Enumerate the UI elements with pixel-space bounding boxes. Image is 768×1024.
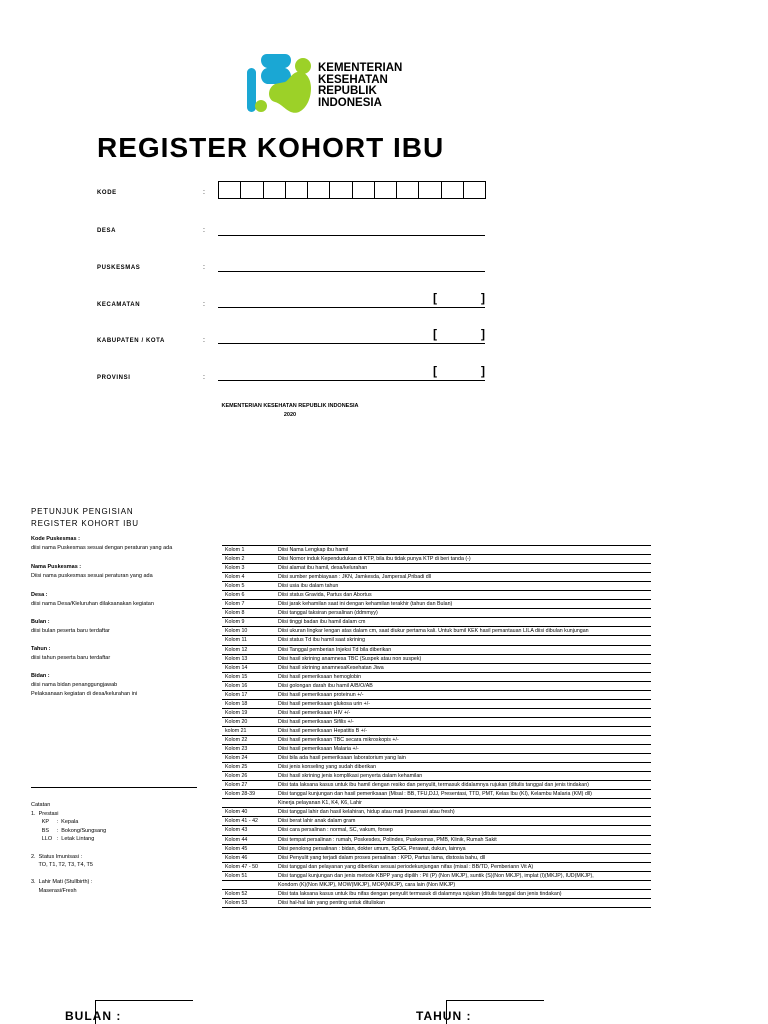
- guide-heading: Kode Puskesmas :: [31, 536, 80, 542]
- guide-heading: Tahun :: [31, 646, 51, 652]
- guide-text: diisi nama bidan penanggungjawab: [31, 682, 118, 688]
- kolom-number: Kolom 26: [222, 772, 275, 781]
- kolom-number: Kolom 10: [222, 627, 275, 636]
- kolom-number: Kolom 7: [222, 600, 275, 609]
- table-row: [222, 591, 651, 600]
- field-label-provinsi: PROVINSI: [97, 375, 131, 381]
- kolom-description: Diisi hasil pemeriksaan HIV +/-: [275, 708, 651, 717]
- kolom-number: Kolom 23: [222, 745, 275, 754]
- kolom-description: Kondom (K)(Non MKJP), MOW(MKJP), MOP(MKJP), cara lain (Non MKJP): [275, 880, 651, 889]
- bracket-open: [: [433, 327, 437, 341]
- table-row: [222, 555, 651, 564]
- kolom-description: Diisi hasil pemeriksaan hemoglobin: [275, 672, 651, 681]
- table-row: [222, 853, 651, 862]
- kolom-number: kolom 21: [222, 726, 275, 735]
- kolom-description: Diisi hasil skrining anamnesa TBC (Suspek atau non suspek): [275, 654, 651, 663]
- bulan-label: BULAN :: [65, 1009, 122, 1023]
- kolom-description: Diisi tata laksana kasus untuk ibu nifas dengan penyulit termasuk di dalamnya rujukan (ditulis tanggal dan jenis tindakan): [275, 889, 651, 898]
- guide-heading: Bulan :: [31, 619, 50, 625]
- kolom-number: Kolom 27: [222, 781, 275, 790]
- kecamatan-input-line[interactable]: [218, 307, 485, 308]
- kolom-number: Kolom 52: [222, 889, 275, 898]
- kolom-description: Diisi hasil skrining jenis komplikasi penyerta dalam kehamilan: [275, 772, 651, 781]
- kolom-description: Diisi tanggal lahir dan hasil kelahiran, hidup atau mati (maserasi atau fresh): [275, 808, 651, 817]
- puskesmas-input-line[interactable]: [218, 271, 485, 272]
- kolom-description: Diisi status Td ibu hamil saat skrining: [275, 636, 651, 645]
- note-line: 3. Lahir Mati (Stullbirth) :: [31, 879, 93, 886]
- guide-text: diisi tahun peserta baru terdaftar: [31, 655, 111, 661]
- table-row: [222, 699, 651, 708]
- kode-box[interactable]: [442, 182, 464, 198]
- kolom-number: Kolom 19: [222, 708, 275, 717]
- kode-box[interactable]: [375, 182, 397, 198]
- kolom-number: Kolom 1: [222, 546, 275, 555]
- kode-box[interactable]: [219, 182, 241, 198]
- field-colon: :: [203, 374, 205, 381]
- table-row: [222, 790, 651, 799]
- kolom-description: Diisi hasil pemeriksaan glukosa urin +/-: [275, 699, 651, 708]
- kolom-description: Diisi tanggal kunjungan dan jenis metode KBPP yang dipilih : Pil (P) (Non MKJP), suntik (S)(Non MKJP), implat (I)(MKJP), IUD(MKJP),: [275, 871, 651, 880]
- kolom-number: Kolom 13: [222, 654, 275, 663]
- kolom-number: Kolom 44: [222, 835, 275, 844]
- table-row: [222, 546, 651, 555]
- logo-line: INDONESIA: [318, 96, 382, 109]
- table-row: [222, 600, 651, 609]
- table-row: [222, 808, 651, 817]
- kolom-number: Kolom 22: [222, 735, 275, 744]
- guide-heading: Bidan :: [31, 673, 50, 679]
- table-row: [222, 672, 651, 681]
- kolom-description: Diisi hal-hal lain yang penting untuk dituliskan: [275, 898, 651, 907]
- kolom-description: Diisi berat lahir anak dalam gram: [275, 817, 651, 826]
- logo-line: REPUBLIK: [318, 85, 377, 97]
- kolom-number: Kolom 51: [222, 871, 275, 880]
- table-row: [222, 663, 651, 672]
- kolom-description: Diisi usia ibu dalam tahun: [275, 582, 651, 591]
- kolom-description: Kinerja pelayanan K1, K4, K6, Lahir: [275, 799, 651, 808]
- kolom-description: Diisi sumber pembiayaan : JKN, Jamkesda, Jampersal,Pribadi dll: [275, 573, 651, 582]
- kolom-description: Diisi jenis konseling yang sudah diberikan: [275, 763, 651, 772]
- tahun-label: TAHUN :: [416, 1009, 472, 1023]
- kolom-description: Diisi tinggi badan ibu hamil dalam cm: [275, 618, 651, 627]
- publisher-org: KEMENTERIAN KESEHATAN REPUBLIK INDONESIA: [221, 403, 359, 409]
- table-row: [222, 636, 651, 645]
- divider: [31, 787, 197, 788]
- kolom-number: Kolom 17: [222, 690, 275, 699]
- field-colon: :: [203, 337, 205, 344]
- kolom-description: Diisi hasil pemeriksaan Sifilis +/-: [275, 717, 651, 726]
- kolom-number: Kolom 5: [222, 582, 275, 591]
- guide-title: [31, 506, 139, 530]
- kolom-number: Kolom 4: [222, 573, 275, 582]
- table-row: [222, 763, 651, 772]
- table-row: [222, 835, 651, 844]
- kode-box[interactable]: [464, 182, 485, 198]
- guide-heading: Nama Puskesmas :: [31, 564, 82, 570]
- kolom-description: Diisi tanggal dan pelayanan yang diberikan sesuai periodekunjungan nifas (misal : BB/TD, Pemberiann Vit A): [275, 862, 651, 871]
- note-line: KP : Kepala: [31, 819, 79, 826]
- kolom-number: Kolom 20: [222, 717, 275, 726]
- kolom-number: Kolom 46: [222, 853, 275, 862]
- publisher-block: [200, 402, 380, 420]
- guide-text: Pelaksanaan kegiatan di desa/kelurahan ini: [31, 691, 138, 697]
- logo-line: KEMENTERIAN: [318, 62, 403, 74]
- kolom-number: [222, 880, 275, 889]
- kolom-description: Diisi hasil pemeriksaan Hepatitis B +/-: [275, 726, 651, 735]
- table-row: [222, 871, 651, 880]
- kolom-number: Kolom 15: [222, 672, 275, 681]
- kolom-number: Kolom 11: [222, 636, 275, 645]
- bracket-close: ]: [481, 291, 485, 305]
- kolom-number: Kolom 25: [222, 763, 275, 772]
- kode-box[interactable]: [419, 182, 441, 198]
- note-line: Catatan: [31, 802, 51, 808]
- guide-heading: Desa :: [31, 592, 48, 598]
- field-colon: :: [203, 301, 205, 308]
- kolom-description: Diisi status Gravida, Partus dan Abortus: [275, 591, 651, 600]
- field-label-kecamatan: KECAMATAN: [97, 302, 141, 308]
- note-line: [31, 844, 106, 853]
- note-line: BS : Bokong/Sungsang: [31, 827, 107, 834]
- field-label-desa: DESA: [97, 228, 117, 234]
- kolom-description: Diisi hasil pemeriksaan Malaria +/-: [275, 745, 651, 754]
- table-row: [222, 717, 651, 726]
- field-colon: :: [203, 227, 205, 234]
- table-row: [222, 690, 651, 699]
- field-label-puskesmas: PUSKESMAS: [97, 265, 141, 271]
- kode-input-boxes[interactable]: [218, 181, 486, 199]
- kolom-description: Diisi tanggal taksiran persalinan (ddmmyy): [275, 609, 651, 618]
- bracket-open: [: [433, 364, 437, 378]
- desa-input-line[interactable]: [218, 235, 485, 236]
- kode-box[interactable]: [308, 182, 330, 198]
- kode-box[interactable]: [264, 182, 286, 198]
- bracket-close: ]: [481, 364, 485, 378]
- kemenkes-logo: [245, 48, 315, 120]
- table-row: [222, 754, 651, 763]
- kolom-table-body: [222, 546, 651, 908]
- table-row: [222, 564, 651, 573]
- table-row: [222, 889, 651, 898]
- table-row: [222, 862, 651, 871]
- table-row: [222, 826, 651, 835]
- kolom-description: Diisi ukuran lingkar lengan atas dalam cm, saat diukur pertama kali. Untuk bumil KEK hasil pemantauan LILA diisi dibulan kunjungan: [275, 627, 651, 636]
- kolom-number: Kolom 9: [222, 618, 275, 627]
- kolom-description: Diisi tata laksana kasus untuk ibu hamil dengan resiko dan penyulit, termasuk didalamnya rujukan (ditulis tanggal dan jenis tindakan): [275, 781, 651, 790]
- kolom-description: Diisi Penyulit yang terjadi dalam proses persalinan : KPD, Partus lama, distosia bahu, dll: [275, 853, 651, 862]
- field-label-kabupaten-kota: KABUPATEN / KOTA: [97, 338, 165, 344]
- logo-line: KESEHATAN: [318, 73, 388, 86]
- kolom-description: Diisi jarak kehamilan saat ini dengan kehamilan terakhir (tahun dan Bulan): [275, 600, 651, 609]
- kolom-number: Kolom 16: [222, 681, 275, 690]
- kabupaten-input-line[interactable]: [218, 343, 485, 344]
- table-row: [222, 645, 651, 654]
- notes-block: [31, 801, 106, 896]
- note-line: [31, 870, 106, 879]
- table-row: [222, 609, 651, 618]
- provinsi-input-line[interactable]: [218, 380, 485, 381]
- field-colon: :: [203, 264, 205, 271]
- kode-box[interactable]: [241, 182, 263, 198]
- kolom-number: Kolom 53: [222, 898, 275, 907]
- kolom-number: Kolom 18: [222, 699, 275, 708]
- table-row: [222, 781, 651, 790]
- table-row: [222, 817, 651, 826]
- kolom-description: Diisi hasil skrining anamnesaKesehatan Jiwa: [275, 663, 651, 672]
- kolom-number: Kolom 45: [222, 844, 275, 853]
- kolom-number: Kolom 14: [222, 663, 275, 672]
- table-row: [222, 582, 651, 591]
- publisher-year: 2020: [283, 412, 297, 418]
- kecamatan-code-bracket[interactable]: [433, 291, 485, 305]
- table-row: [222, 772, 651, 781]
- table-row: [222, 681, 651, 690]
- note-line: Maserasi/Fresh: [31, 887, 77, 894]
- table-row: [222, 735, 651, 744]
- kabupaten-code-bracket[interactable]: [433, 327, 485, 341]
- kolom-description: Diisi Nama Lengkap ibu hamil: [275, 546, 651, 555]
- kolom-description-table: [222, 545, 651, 908]
- kolom-number: Kolom 2: [222, 555, 275, 564]
- table-row: [222, 618, 651, 627]
- kolom-description: Diisi tempat persalinan : rumah, Poskesdes, Polindes, Puskesmas, PMB, Klinik, Rumah Sakit: [275, 835, 651, 844]
- note-line: 2. Status Imunisasi :: [31, 853, 83, 860]
- tahun-box-top: [446, 1000, 544, 1001]
- guide-text: diisi nama Puskesmas sesuai dengan peraturan yang ada: [31, 545, 173, 551]
- kode-box[interactable]: [353, 182, 375, 198]
- kemenkes-logo-text: [318, 63, 402, 109]
- kolom-description: Diisi Tanggal pemberian Injeksi Td bila diberikan: [275, 645, 651, 654]
- kolom-number: Kolom 28-39: [222, 790, 275, 799]
- kolom-number: Kolom 41 - 42: [222, 817, 275, 826]
- table-row: [222, 799, 651, 808]
- kolom-description: Diisi hasil pemeriksaan proteinun +/-: [275, 690, 651, 699]
- kolom-number: Kolom 43: [222, 826, 275, 835]
- kolom-number: Kolom 3: [222, 564, 275, 573]
- table-row: [222, 627, 651, 636]
- kolom-description: Diisi bila ada hasil pemeriksaan laboratorium yang lain: [275, 754, 651, 763]
- kolom-number: Kolom 47 - 50: [222, 862, 275, 871]
- kolom-description: Diisi penolong persalinan : bidan, dokter umum, SpOG, Perawat, dukun, lainnya: [275, 844, 651, 853]
- kolom-description: Diisi alamat ibu hamil, desa/kelurahan: [275, 564, 651, 573]
- guide-title-line: REGISTER KOHORT IBU: [31, 519, 139, 528]
- table-row: [222, 654, 651, 663]
- table-row: [222, 573, 651, 582]
- table-row: [222, 880, 651, 889]
- kolom-number: Kolom 24: [222, 754, 275, 763]
- guide-title-line: PETUNJUK PENGISIAN: [31, 507, 134, 516]
- kode-box[interactable]: [397, 182, 419, 198]
- provinsi-code-bracket[interactable]: [433, 364, 485, 378]
- kolom-description: Diisi hasil pemeriksaan TBC secara mikroskopis +/-: [275, 735, 651, 744]
- kolom-number: Kolom 8: [222, 609, 275, 618]
- kode-box[interactable]: [330, 182, 352, 198]
- bulan-box-top: [95, 1000, 193, 1001]
- kolom-description: Diisi cara persalinan : normal, SC, vakum, forsep: [275, 826, 651, 835]
- kolom-number: Kolom 12: [222, 645, 275, 654]
- field-label-kode: KODE: [97, 190, 117, 196]
- note-line: TO, T1, T2, T3, T4, T5: [31, 862, 93, 869]
- table-row: [222, 708, 651, 717]
- table-row: [222, 745, 651, 754]
- kolom-description: Diisi Nomor induk Kependudukan di KTP, bila ibu tidak punya KTP di beri tanda (-): [275, 555, 651, 564]
- bracket-close: ]: [481, 327, 485, 341]
- guide-text: diisi bulan peserta baru terdaftar: [31, 628, 110, 634]
- note-line: LLO : Letak Lintang: [31, 836, 95, 843]
- note-line: 1. Prestasi: [31, 810, 59, 817]
- table-row: [222, 726, 651, 735]
- kolom-description: Diisi golongan darah ibu hamil A/B/O/AB: [275, 681, 651, 690]
- field-colon: :: [203, 189, 205, 196]
- page-title: REGISTER KOHORT IBU: [97, 132, 445, 163]
- kolom-number: Kolom 40: [222, 808, 275, 817]
- guide-text: Diisi nama puskesmas sesuai peraturan yang ada: [31, 573, 153, 579]
- kolom-description: Diisi tanggal kunjungan dan hasil pemeriksaan (Misal : BB, TFU,DJJ, Presentasi, TTD, PMT, Kelas Ibu (KI), Kelambu Malaria (KM) dll): [275, 790, 651, 799]
- kolom-number: [222, 799, 275, 808]
- guide-text: diisi nama Desa/Kleluruhan dilaksanakan kegiatan: [31, 601, 154, 607]
- bracket-open: [: [433, 291, 437, 305]
- table-row: [222, 844, 651, 853]
- kolom-number: Kolom 6: [222, 591, 275, 600]
- table-row: [222, 898, 651, 907]
- kode-box[interactable]: [286, 182, 308, 198]
